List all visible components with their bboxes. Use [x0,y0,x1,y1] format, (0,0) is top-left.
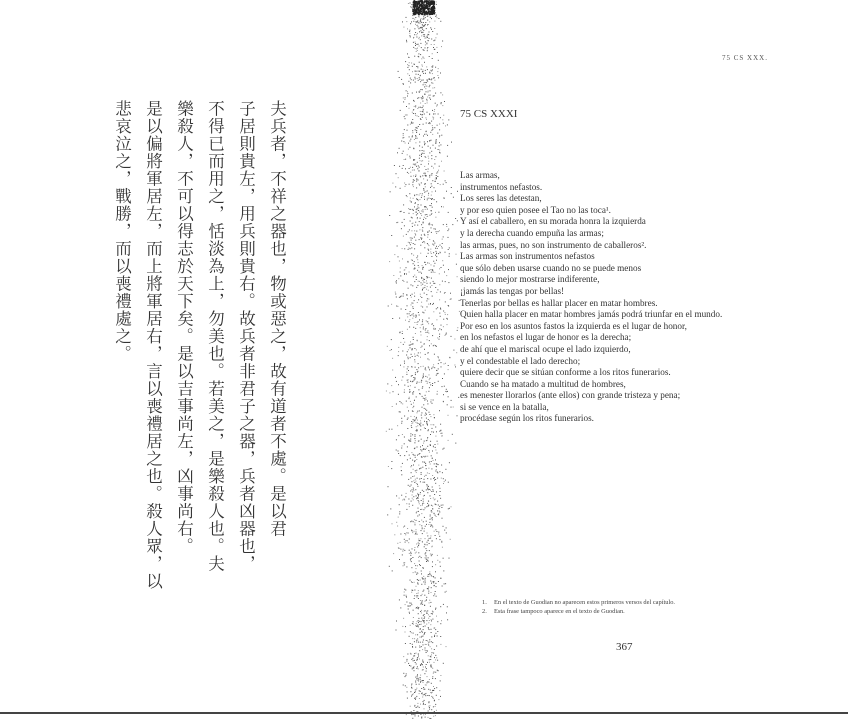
poem-line: siendo lo mejor mostrarse indiferente, [460,274,600,285]
poem-line: Los seres las detestan, [460,193,542,204]
poem-line: instrumentos nefastos. [460,181,543,192]
footnote-text: Esta frase tampoco aparece en el texto de Guodian. [494,608,625,615]
poem-line: Tenerlas por bellas es hallar placer en matar hombres. [460,297,658,308]
chinese-column-5: 是以偏將軍居左，而上將軍居右，言以喪禮居之也。殺人眾，以 [143,100,163,590]
page-number: 367 [616,641,633,653]
running-head: 75 CS XXX. [722,54,768,62]
poem-line: quiere decir que se sitúan conforme a los ritos funerarios. [460,367,671,378]
poem-line: Por eso en los asuntos fastos la izquierda es el lugar de honor, [460,320,687,331]
poem-line: Las armas son instrumentos nefastos [460,251,595,262]
poem-line: en los nefastos el lugar de honor es la derecha; [460,332,632,343]
chinese-column-4: 樂殺人，不可以得志於天下矣。是以吉事尚左，凶事尚右。 [174,100,194,555]
footnote-number: 2. [482,608,487,615]
footnote-text: En el texto de Guodian no aparecen estos primeros versos del capítulo. [494,599,676,606]
chinese-column-3: 不得已而用之，恬淡為上，勿美也。若美之，是樂殺人也。夫 [205,100,225,573]
poem-line: si se vence en la batalla, [460,401,549,412]
poem-line: ¡jamás las tengas por bellas! [460,285,565,296]
poem-line: y la derecha cuando empuña las armas; [460,227,604,238]
poem-line: procédase según los ritos funerarios. [460,413,594,424]
poem-line: Las armas, [460,170,500,180]
poem-line: y el condestable el lado derecho; [460,355,581,366]
footnotes [482,598,802,616]
poem-line: Cuando se ha matado a multitud de hombres, [460,378,626,389]
binding-gutter [384,0,460,719]
right-page [460,0,848,719]
poem-line: y por eso quien posee el Tao no las toca¹. [460,204,611,215]
poem-line: las armas, pues, no son instrumento de caballeros². [460,239,647,250]
poem-line: es menester llorarlos (ante ellos) con grande tristeza y pena; [460,390,681,401]
footnote [482,598,802,607]
scan-bottom-edge [0,712,848,714]
left-page [0,0,390,719]
footnote-number: 1. [482,599,487,606]
footnote [482,607,802,616]
poem-line: que sólo deben usarse cuando no se puede menos [460,262,642,273]
poem-text [460,170,790,425]
poem-line: Y así el caballero, en su morada honra la izquierda [460,216,646,227]
chinese-column-6: 悲哀泣之，戰勝，而以喪禮處之。 [112,100,132,363]
chinese-column-1: 夫兵者，不祥之器也，物或惡之，故有道者不處。是以君 [267,100,287,538]
poem-line: de ahí que el mariscal ocupe el lado izquierdo, [460,343,631,354]
chinese-column-2: 子居則貴左，用兵則貴右。故兵者非君子之器，兵者凶器也， [236,100,256,573]
chapter-heading: 75 CS XXXI [460,108,518,120]
poem-line: Quien halla placer en matar hombres jamás podrá triunfar en el mundo. [460,309,723,320]
